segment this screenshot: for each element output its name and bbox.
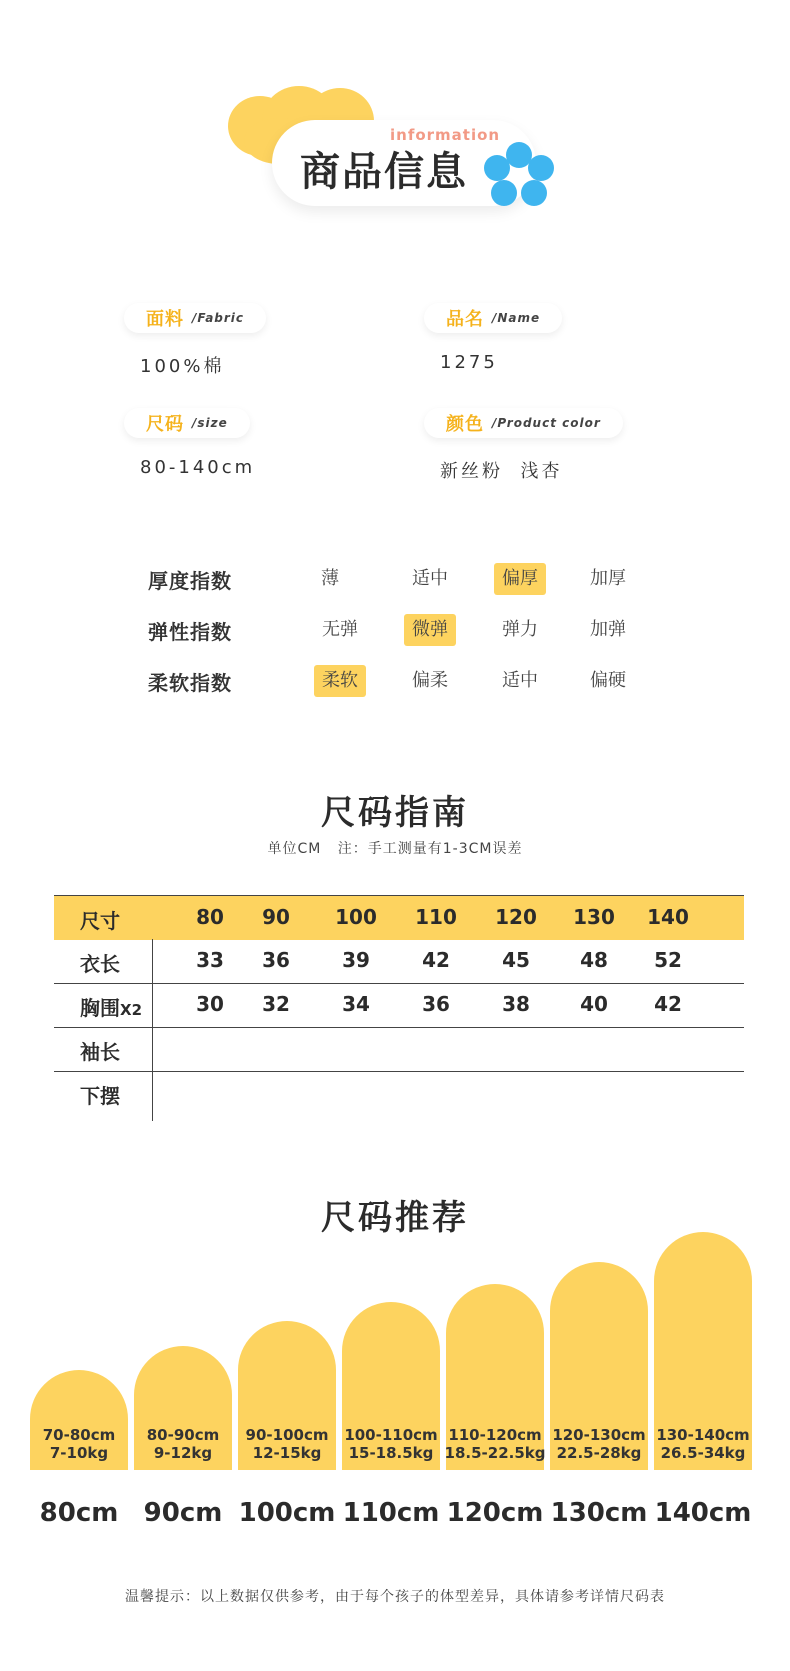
arch-detail <box>336 1426 446 1462</box>
index-option-selected: 偏厚 <box>494 563 546 595</box>
info-label: 面料 <box>146 309 184 330</box>
table-row-label: 袖长 <box>80 1040 120 1064</box>
index-option: 偏硬 <box>590 670 626 691</box>
info-label-en: /Name <box>492 311 541 325</box>
arch-detail <box>232 1426 342 1462</box>
index-option-selected: 柔软 <box>314 665 366 697</box>
info-value-color: 新丝粉 浅杏 <box>440 461 563 482</box>
index-option: 加厚 <box>590 568 626 589</box>
table-cell: 45 <box>502 948 530 972</box>
table-header-label: 尺寸 <box>80 909 120 933</box>
info-value-size: 80-140cm <box>140 457 256 478</box>
index-option: 弹力 <box>502 619 538 640</box>
arch-size-label: 130cm <box>550 1498 648 1528</box>
table-cell: 42 <box>422 948 450 972</box>
arch-size-label: 90cm <box>143 1498 223 1528</box>
table-cell: 32 <box>262 992 290 1016</box>
arch-height: 130-140cm <box>656 1426 750 1444</box>
info-value-fabric: 100%棉 <box>140 356 225 377</box>
arch-weight: 18.5-22.5kg <box>444 1444 546 1462</box>
table-cell: 33 <box>196 948 224 972</box>
size-guide-note: 单位CM 注：手工测量有1-3CM误差 <box>267 841 523 857</box>
page-title: 商品信息 <box>300 149 468 195</box>
index-option-selected: 微弹 <box>404 614 456 646</box>
info-value-name: 1275 <box>440 352 498 373</box>
info-label: 品名 <box>446 309 484 330</box>
index-option: 无弹 <box>322 619 358 640</box>
info-label: 尺码 <box>146 414 184 435</box>
size-guide-title: 尺码指南 <box>321 793 469 833</box>
arch-weight: 26.5-34kg <box>660 1444 746 1462</box>
table-header-cell: 110 <box>415 905 457 929</box>
arch-size-label: 80cm <box>39 1498 119 1528</box>
info-label: 颜色 <box>446 414 484 435</box>
arch-weight: 7-10kg <box>49 1444 109 1462</box>
footer-note: 温馨提示：以上数据仅供参考，由于每个孩子的体型差异，具体请参考详情尺码表 <box>125 1589 665 1605</box>
info-label-en: /size <box>192 416 228 430</box>
index-option: 偏柔 <box>412 670 448 691</box>
arch-height: 70-80cm <box>42 1426 116 1444</box>
table-header-cell: 140 <box>647 905 689 929</box>
info-label-en: /Product color <box>492 416 601 430</box>
index-label: 厚度指数 <box>148 569 232 593</box>
table-cell: 38 <box>502 992 530 1016</box>
table-divider <box>54 1027 744 1028</box>
arch-size-label: 140cm <box>654 1498 752 1528</box>
table-divider <box>152 939 153 1121</box>
index-label: 柔软指数 <box>148 671 232 695</box>
arch-weight: 22.5-28kg <box>556 1444 642 1462</box>
info-tag-name <box>424 303 562 333</box>
table-row-label: 衣长 <box>80 952 120 976</box>
table-header-cell: 100 <box>335 905 377 929</box>
info-tag-size <box>124 408 250 438</box>
index-option: 薄 <box>321 568 339 589</box>
arch-size-label: 120cm <box>446 1498 544 1528</box>
table-row-label: 下摆 <box>80 1084 120 1108</box>
table-cell: 39 <box>342 948 370 972</box>
table-cell: 30 <box>196 992 224 1016</box>
arch-weight: 15-18.5kg <box>348 1444 434 1462</box>
arch-weight: 9-12kg <box>153 1444 213 1462</box>
arch-detail <box>648 1426 758 1462</box>
arch-weight: 12-15kg <box>252 1444 322 1462</box>
row-label-text: 胸围 <box>80 996 120 1020</box>
table-divider <box>54 983 744 984</box>
arch-height: 80-90cm <box>146 1426 220 1444</box>
header-subtitle: information <box>390 126 501 144</box>
arch-height: 100-110cm <box>344 1426 438 1444</box>
info-tag-fabric <box>124 303 266 333</box>
arch-detail <box>24 1426 134 1462</box>
arch-size-label: 100cm <box>238 1498 336 1528</box>
table-divider <box>54 1071 744 1072</box>
arch-detail <box>128 1426 238 1462</box>
index-option: 加弹 <box>590 619 626 640</box>
row-label-suffix: X2 <box>120 1001 143 1019</box>
table-cell: 40 <box>580 992 608 1016</box>
recommend-title: 尺码推荐 <box>321 1198 469 1238</box>
table-header-cell: 80 <box>196 905 224 929</box>
arch-detail <box>544 1426 654 1462</box>
info-label-en: /Fabric <box>192 311 245 325</box>
arch-size-label: 110cm <box>342 1498 440 1528</box>
table-cell: 42 <box>654 992 682 1016</box>
table-row-label <box>80 992 142 1021</box>
table-cell: 36 <box>262 948 290 972</box>
index-label: 弹性指数 <box>148 620 232 644</box>
arch-height: 110-120cm <box>448 1426 542 1444</box>
info-tag-color <box>424 408 623 438</box>
index-option: 适中 <box>502 670 538 691</box>
arch-height: 90-100cm <box>245 1426 329 1444</box>
table-header-cell: 130 <box>573 905 615 929</box>
table-header-cell: 120 <box>495 905 537 929</box>
table-header-cell: 90 <box>262 905 290 929</box>
table-cell: 36 <box>422 992 450 1016</box>
arch-detail <box>440 1426 550 1462</box>
arch-height: 120-130cm <box>552 1426 646 1444</box>
table-cell: 48 <box>580 948 608 972</box>
table-cell: 34 <box>342 992 370 1016</box>
table-cell: 52 <box>654 948 682 972</box>
index-option: 适中 <box>412 568 448 589</box>
